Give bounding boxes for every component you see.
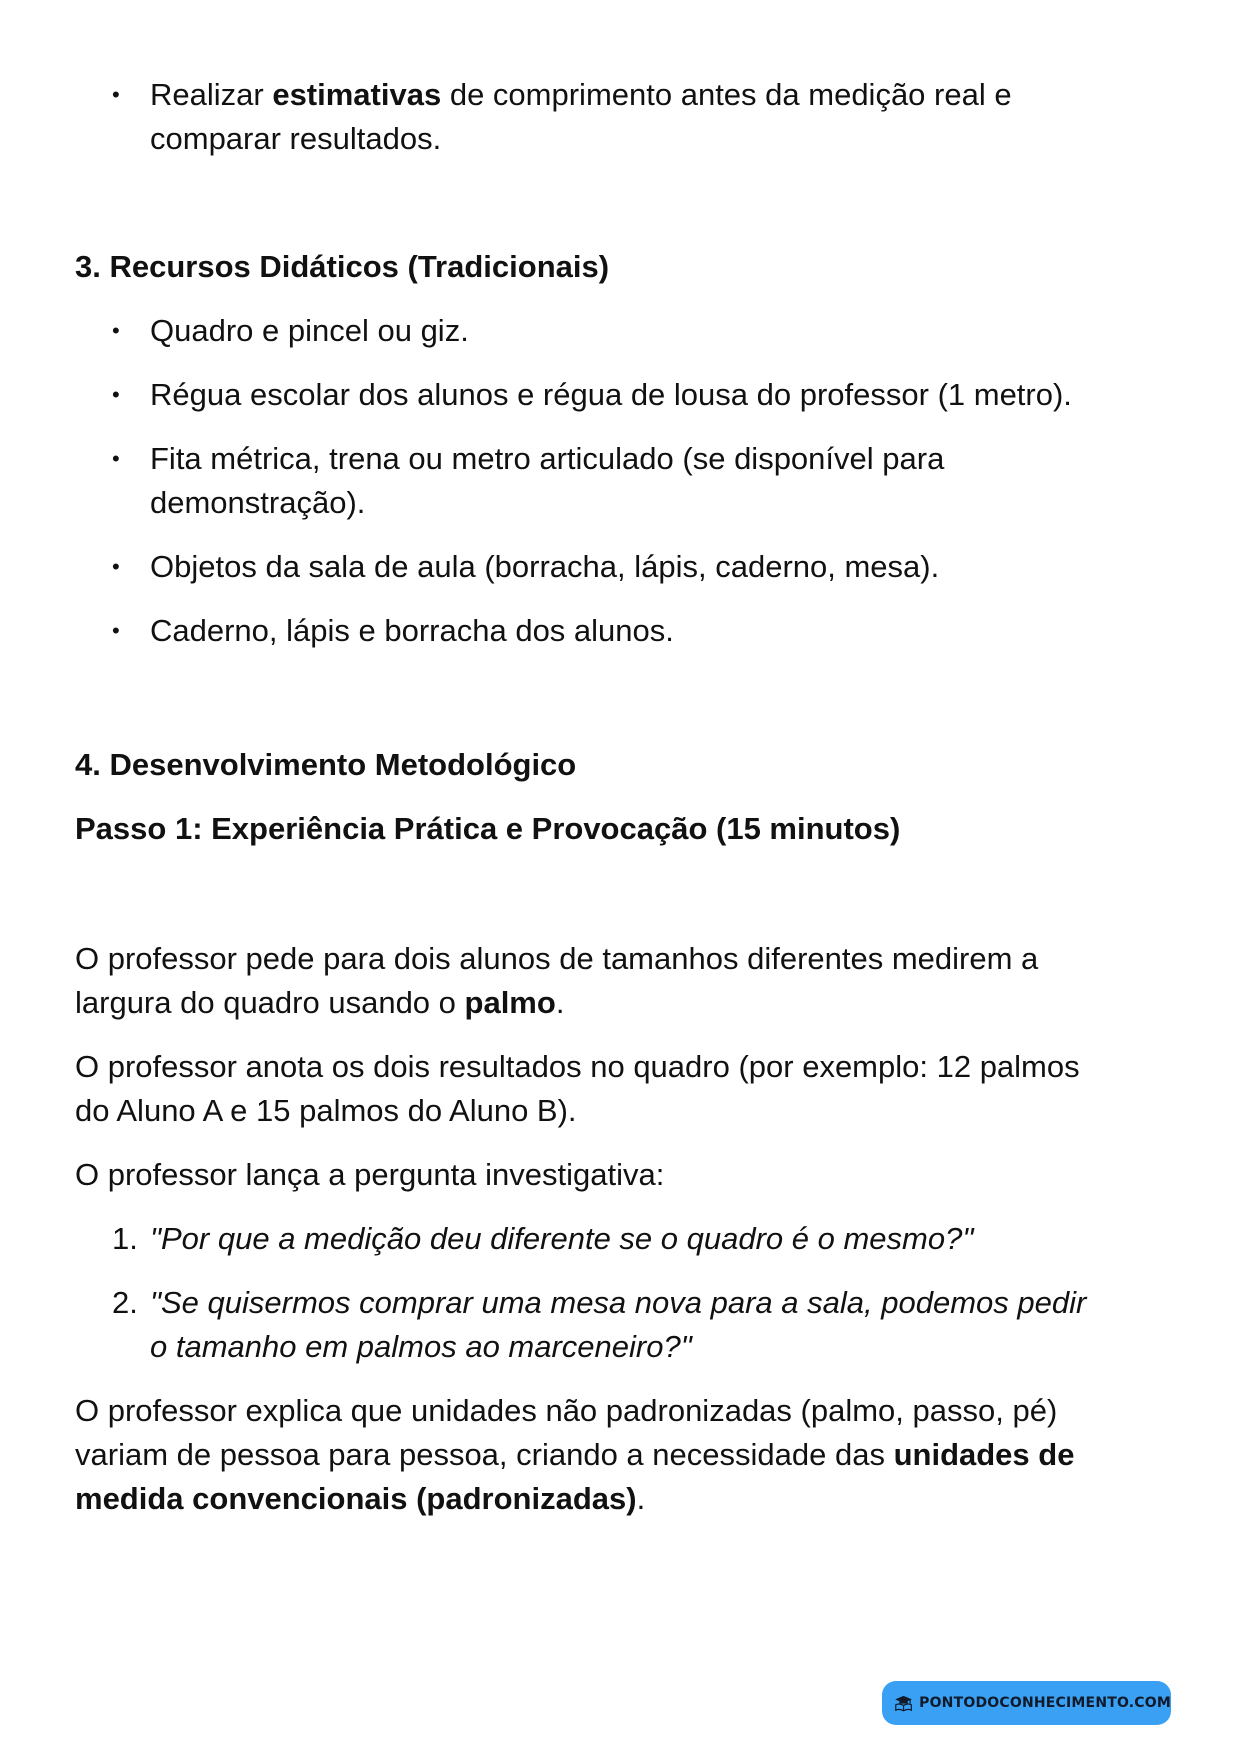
intro-text-bold: estimativas	[272, 77, 442, 112]
logo-text: PONTODOCONHECIMENTO.COM	[919, 1695, 1171, 1711]
bullet-dot: •	[112, 82, 120, 107]
site-logo[interactable]	[882, 1681, 1171, 1725]
question-number: 2.	[112, 1285, 138, 1320]
intro-text-line2: comparar resultados.	[150, 121, 442, 156]
section4-title: 4. Desenvolvimento Metodológico	[75, 747, 577, 782]
paragraph-2-line1: O professor anota os dois resultados no quadro (por exemplo: 12 palmos	[75, 1049, 1080, 1084]
bullet-dot: •	[112, 554, 120, 579]
bullet-dot: •	[112, 446, 120, 471]
paragraph-4	[75, 1389, 1175, 1521]
paragraph-2-line2: do Aluno A e 15 palmos do Aluno B).	[75, 1093, 577, 1128]
paragraph-4-end: .	[636, 1481, 646, 1516]
question-text	[150, 1281, 1175, 1369]
section3-title: 3. Recursos Didáticos (Tradicionais)	[75, 249, 610, 284]
question-line1: "Se quisermos comprar uma mesa nova para a sala, podemos pedir	[150, 1285, 1087, 1320]
graduation-book-icon	[894, 1689, 913, 1717]
paragraph-1-line1: O professor pede para dois alunos de tamanhos diferentes medirem a	[75, 941, 1039, 976]
paragraph-4-line2: variam de pessoa para pessoa, criando a necessidade das	[75, 1437, 894, 1472]
list-item: Objetos da sala de aula (borracha, lápis, caderno, mesa).	[150, 549, 940, 584]
paragraph-1	[75, 937, 1175, 1025]
paragraph-3: O professor lança a pergunta investigativa:	[75, 1157, 665, 1192]
list-item-line1: Fita métrica, trena ou metro articulado (se disponível para	[150, 441, 945, 476]
list-item-line2: demonstração).	[150, 485, 366, 520]
bullet-dot: •	[112, 618, 120, 643]
paragraph-1-line2: largura do quadro usando o	[75, 985, 465, 1020]
list-item	[150, 437, 1175, 525]
paragraph-1-bold: palmo	[464, 985, 556, 1020]
question-line1: "Por que a medição deu diferente se o quadro é o mesmo?"	[150, 1221, 974, 1256]
paragraph-1-end: .	[555, 985, 565, 1020]
question-line2: o tamanho em palmos ao marceneiro?"	[150, 1329, 692, 1364]
question-text	[150, 1217, 1175, 1261]
step1-title: Passo 1: Experiência Prática e Provocação (15 minutos)	[75, 811, 901, 846]
bullet-dot: •	[112, 318, 120, 343]
question-number: 1.	[112, 1221, 138, 1256]
list-item: Caderno, lápis e borracha dos alunos.	[150, 613, 674, 648]
paragraph-4-bold1: unidades de	[893, 1437, 1075, 1472]
paragraph-4-line1: O professor explica que unidades não padronizadas (palmo, passo, pé)	[75, 1393, 1058, 1428]
list-item: Régua escolar dos alunos e régua de lousa do professor (1 metro).	[150, 377, 1072, 412]
intro-text-before: Realizar	[150, 77, 273, 112]
bullet-dot: •	[112, 382, 120, 407]
paragraph-4-bold2: medida convencionais (padronizadas)	[75, 1481, 637, 1516]
list-item: Quadro e pincel ou giz.	[150, 313, 469, 348]
paragraph-2	[75, 1045, 1175, 1133]
intro-text-after: de comprimento antes da medição real e	[441, 77, 1012, 112]
intro-bullet-text	[150, 73, 1175, 161]
